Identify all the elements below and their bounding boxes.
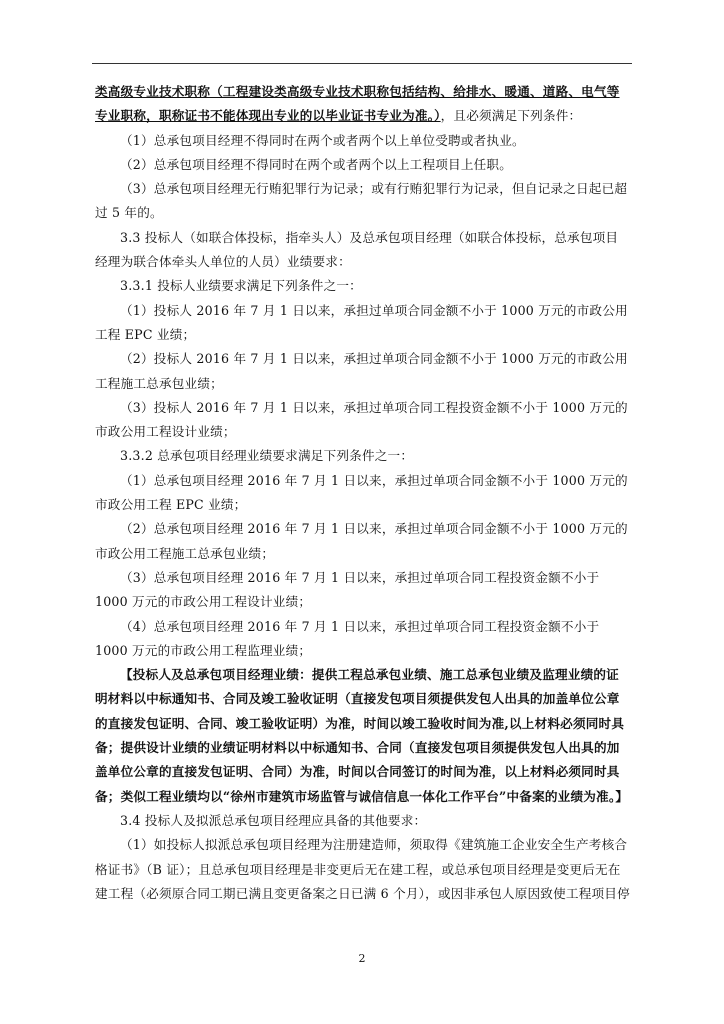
page-number: 2 — [358, 952, 366, 965]
list-item: （3）总承包项目经理 2016 年 7 月 1 日以来，承担过单项合同工程投资金额不小于 1000 万元的市政公用工程设计业绩； — [95, 569, 600, 610]
list-item: （4）总承包项目经理 2016 年 7 月 1 日以来，承担过单项合同工程投资金额不小于 1000 万元的市政公用工程监理业绩； — [95, 618, 600, 658]
list-item: （1）投标人 2016 年 7 月 1 日以来，承担过单项合同金额不小于 1000 万元的市政公用工程 EPC 业绩； — [95, 302, 628, 342]
header-rule — [92, 63, 632, 64]
list-item: （2）总承包项目经理不得同时在两个或者两个以上工程项目上任职。 — [120, 156, 513, 172]
list-item: （2）总承包项目经理 2016 年 7 月 1 日以来，承担过单项合同金额不小于 1000 万元的市政公用工程施工总承包业绩； — [95, 521, 628, 561]
section-3-3-1-heading: 3.3.1 投标人业绩要求满足下列条件之一： — [120, 278, 362, 294]
body-text — [95, 80, 630, 906]
list-item: （1）总承包项目经理不得同时在两个或者两个以上单位受聘或者执业。 — [120, 132, 525, 148]
intro-bold-text: 类高级专业技术职称（工程建设类高级专业技术职称包括结构、给排水、暖通、道路、电气等专业职称，职称证书不能体现出专业的以毕业证书专业为准。） — [95, 84, 620, 124]
list-item: （2）投标人 2016 年 7 月 1 日以来，承担过单项合同金额不小于 1000 万元的市政公用工程施工总承包业绩； — [95, 351, 628, 391]
intro-rest-text: ，且必须满足下列条件： — [440, 108, 582, 124]
performance-note: 【投标人及总承包项目经理业绩：提供工程总承包业绩、施工总承包业绩及监理业绩的证明材料以中标通知书、合同及竣工验收证明（直接发包项目须提供发包人出具的加盖单位公章的直接发包证明、合同、竣工验收证明）为准，时间以竣工验收时间为准,以上材料必须同时具备；提供设计业绩的业绩证明材料以中标通知书、合同（直接发包项目须提供发包人出具的加盖单位公章的直接发包证明、合同）为准，时间以合同签订的时间为准，以上材料必须同时具备；类似工程业绩均以“徐州市建筑市场监管与诚信信息一体化工作平台”中备案的业绩为准。】 — [95, 667, 629, 804]
list-item: （3）总承包项目经理无行贿犯罪行为记录；或有行贿犯罪行为记录，但自记录之日起已超过 5 年的。 — [95, 181, 628, 221]
list-item: （1）总承包项目经理 2016 年 7 月 1 日以来，承担过单项合同金额不小于 1000 万元的市政公用工程 EPC 业绩； — [95, 472, 628, 513]
list-item: （1）如投标人拟派总承包项目经理为注册建造师，须取得《建筑施工企业安全生产考核合格证书》（B 证）；且总承包项目经理是非变更后无在建工程，或总承包项目经理是变更后无在建工程（必须原合同工期已满且变更备案之日已满 6 个月），或因非承包人原因致使工程项目停 — [95, 837, 630, 901]
paragraph-intro — [95, 80, 630, 129]
section-3-3-2-heading: 3.3.2 总承包项目经理业绩要求满足下列条件之一： — [120, 448, 414, 464]
list-item: （3）投标人 2016 年 7 月 1 日以来，承担过单项合同工程投资金额不小于 1000 万元的市政公用工程设计业绩； — [95, 399, 628, 440]
section-3-3-heading: 3.3 投标人（如联合体投标，指牵头人）及总承包项目经理（如联合体投标，总承包项目经理为联合体牵头人单位的人员）业绩要求： — [95, 229, 619, 270]
section-3-4-heading: 3.4 投标人及拟派总承包项目经理应具备的其他要求： — [120, 812, 427, 828]
